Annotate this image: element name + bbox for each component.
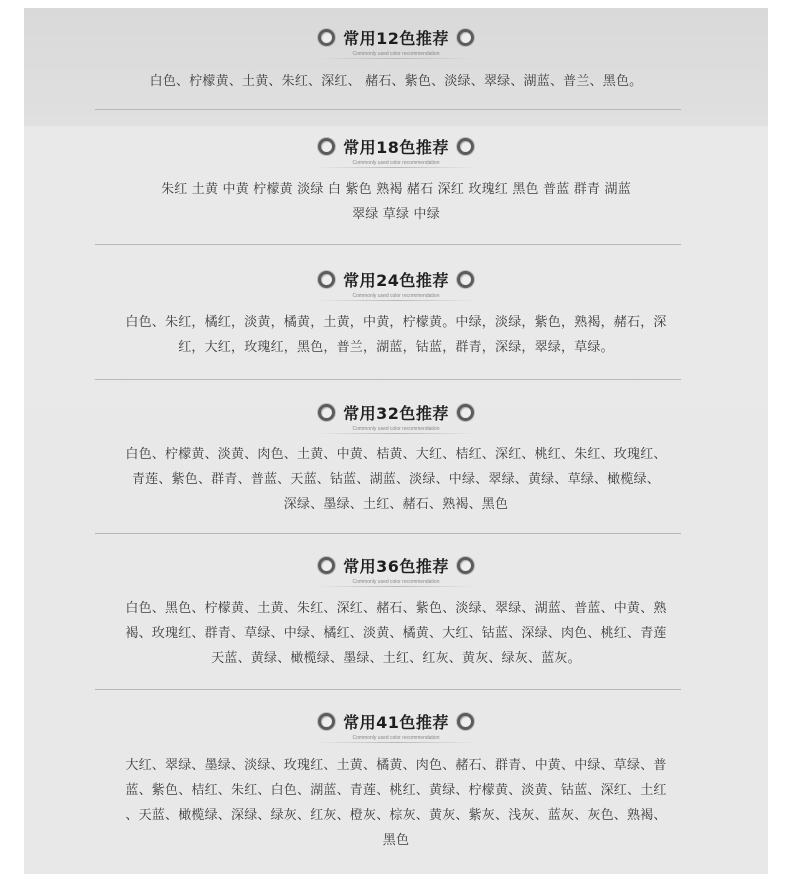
color-list-line: 朱红 土黄 中黄 柠檬黄 淡绿 白 紫色 熟褐 赭石 深红 玫瑰红 黑色 普蓝 群青 湖蓝	[161, 182, 631, 197]
section-title: 常用41色推荐	[343, 712, 449, 732]
section-subtitle: Commonly used color recommendation	[352, 51, 440, 57]
section-subtitle: Commonly used color recommendation	[352, 160, 440, 166]
ring-bullet-icon	[318, 557, 335, 574]
ring-bullet-icon	[457, 557, 474, 574]
section-title: 常用32色推荐	[343, 403, 449, 423]
ring-bullet-icon	[457, 271, 474, 288]
color-list-line: 深绿、墨绿、土红、赭石、熟褐、黑色	[283, 497, 509, 512]
color-list-line: 黑色	[382, 833, 410, 848]
section-subtitle: Commonly used color recommendation	[352, 579, 440, 585]
section-divider	[95, 244, 681, 245]
section-subtitle: Commonly used color recommendation	[352, 735, 440, 741]
color-list-line: 天蓝、黄绿、橄榄绿、墨绿、土红、红灰、黄灰、绿灰、蓝灰。	[211, 651, 581, 666]
color-list	[104, 69, 688, 94]
section-divider	[95, 533, 681, 534]
color-list	[104, 753, 688, 853]
color-list-line: 红，大红，玫瑰红，黑色，普兰，湖蓝，钴蓝，群青，深绿，翠绿，草绿。	[178, 340, 614, 355]
ring-bullet-icon	[457, 404, 474, 421]
section-divider	[95, 379, 681, 380]
subtitle-underline	[316, 586, 476, 587]
color-recommendation-panel	[24, 8, 768, 874]
color-list	[104, 442, 688, 517]
color-list	[104, 596, 688, 671]
section-divider	[95, 109, 681, 110]
color-list-line: 青莲、紫色、群青、普蓝、天蓝、钴蓝、湖蓝、淡绿、中绿、翠绿、黄绿、草绿、橄榄绿、	[131, 472, 660, 487]
ring-bullet-icon	[318, 29, 335, 46]
section-divider	[95, 689, 681, 690]
color-list-line: 翠绿 草绿 中绿	[352, 207, 440, 222]
color-list	[104, 177, 688, 227]
subtitle-underline	[316, 742, 476, 743]
color-list-line: 褐、玫瑰红、群青、草绿、中绿、橘红、淡黄、橘黄、大红、钴蓝、深绿、肉色、桃红、青莲	[125, 626, 667, 641]
ring-bullet-icon	[457, 713, 474, 730]
color-list	[104, 310, 688, 360]
color-list-line: 蓝、紫色、桔红、朱红、白色、湖蓝、青莲、桃红、黄绿、柠檬黄、淡黄、钴蓝、深红、土红	[125, 783, 667, 798]
section-subtitle: Commonly used color recommendation	[352, 426, 440, 432]
color-list-line: 大红、翠绿、墨绿、淡绿、玫瑰红、土黄、橘黄、肉色、赭石、群青、中黄、中绿、草绿、普	[125, 758, 667, 773]
ring-bullet-icon	[318, 138, 335, 155]
subtitle-underline	[316, 433, 476, 434]
ring-bullet-icon	[318, 271, 335, 288]
color-list-line: 白色、黑色、柠檬黄、土黄、朱红、深红、赭石、紫色、淡绿、翠绿、湖蓝、普蓝、中黄、熟	[125, 601, 667, 616]
section-subtitle: Commonly used color recommendation	[352, 293, 440, 299]
section-title: 常用12色推荐	[343, 28, 449, 48]
subtitle-underline	[316, 58, 476, 59]
color-list-line: 白色、朱红，橘红，淡黄，橘黄，土黄，中黄，柠檬黄。中绿，淡绿，紫色，熟褐，赭石，深	[125, 315, 667, 330]
section-title: 常用24色推荐	[343, 270, 449, 290]
section-title: 常用18色推荐	[343, 137, 449, 157]
subtitle-underline	[316, 167, 476, 168]
section-title: 常用36色推荐	[343, 556, 449, 576]
color-list-line: 、天蓝、橄榄绿、深绿、绿灰、红灰、橙灰、棕灰、黄灰、紫灰、浅灰、蓝灰、灰色、熟褐、	[125, 808, 667, 823]
subtitle-underline	[316, 300, 476, 301]
ring-bullet-icon	[457, 138, 474, 155]
color-list-line: 白色、柠檬黄、土黄、朱红、深红、 赭石、紫色、淡绿、翠绿、湖蓝、普兰、黑色。	[149, 74, 643, 89]
ring-bullet-icon	[318, 404, 335, 421]
ring-bullet-icon	[318, 713, 335, 730]
color-list-line: 白色、柠檬黄、淡黄、肉色、土黄、中黄、桔黄、大红、桔红、深红、桃红、朱红、玫瑰红、	[125, 447, 667, 462]
ring-bullet-icon	[457, 29, 474, 46]
